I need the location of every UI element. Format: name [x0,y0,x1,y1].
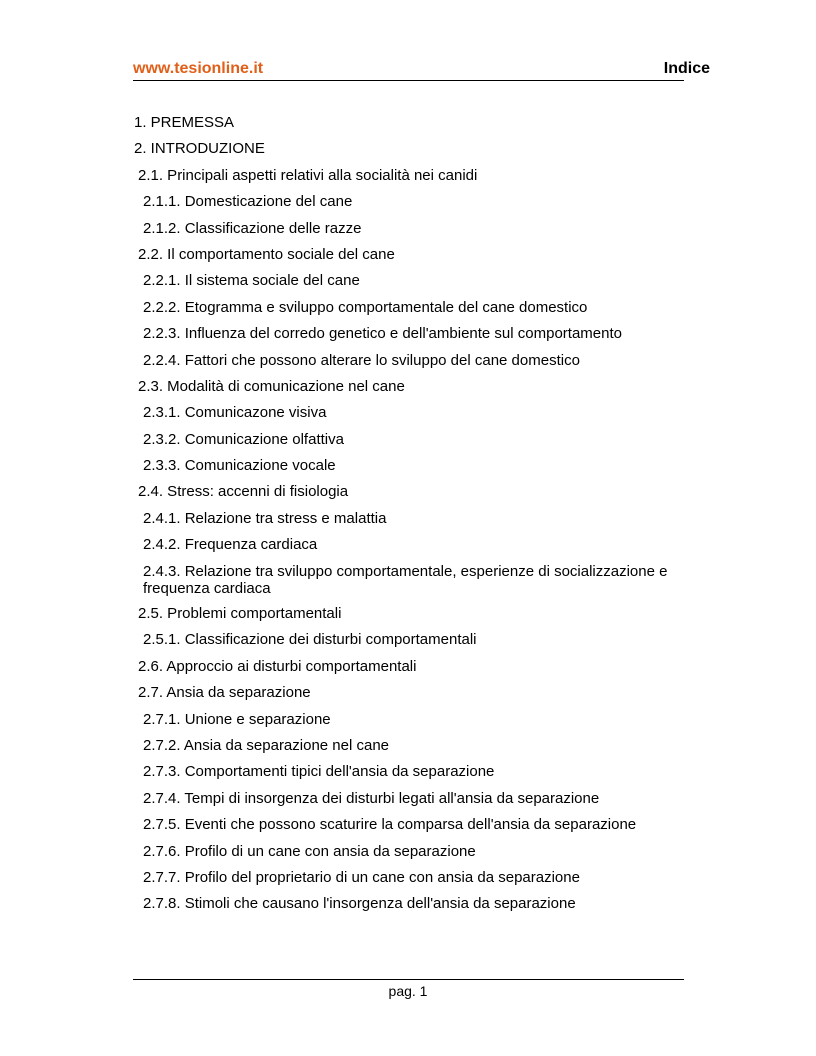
toc-entry[interactable]: 2.2.3. Influenza del corredo genetico e dell'ambiente sul comportamento [143,325,622,343]
toc-entry[interactable]: 2.5.1. Classificazione dei disturbi comportamentali [143,631,477,649]
toc-entry[interactable]: 2.1. Principali aspetti relativi alla socialità nei canidi [138,166,478,184]
toc-entry[interactable]: 2.4.2. Frequenza cardiaca [143,536,318,554]
toc-entry[interactable]: 2.1.2. Classificazione delle razze [143,219,362,237]
page-number: pag. 1 [388,983,428,999]
toc-entry[interactable]: 2.3.1. Comunicazone visiva [143,404,327,422]
site-link[interactable]: www.tesionline.it [133,60,264,77]
toc-entry[interactable]: 2.3.3. Comunicazione vocale [143,457,336,475]
toc-entry[interactable]: 2.7.8. Stimoli che causano l'insorgenza dell'ansia da separazione [143,895,576,913]
toc-entry[interactable]: 2.6. Approccio ai disturbi comportamentali [138,657,417,675]
toc-entry[interactable]: 2.7.5. Eventi che possono scaturire la comparsa dell'ansia da separazione [143,816,637,834]
toc-entry[interactable]: 2.5. Problemi comportamentali [138,605,342,623]
toc-entry[interactable]: 2.7.3. Comportamenti tipici dell'ansia da separazione [143,763,495,781]
toc-entry[interactable]: 2.2. Il comportamento sociale del cane [138,245,395,263]
toc-entry[interactable]: 2.7. Ansia da separazione [138,684,311,702]
toc-entry[interactable]: 2.2.1. Il sistema sociale del cane [143,272,360,290]
footer-divider [133,979,684,980]
toc-entry[interactable]: 2.2.2. Etogramma e sviluppo comportamentale del cane domestico [143,298,588,316]
section-title: Indice [663,60,710,77]
toc-entry[interactable]: 2.4.3. Relazione tra sviluppo comportamentale, esperienze di socializzazione e frequenza cardiaca [143,562,668,597]
toc-entry[interactable]: 2.7.2. Ansia da separazione nel cane [143,736,390,754]
toc-entry[interactable]: 2. INTRODUZIONE [134,140,265,158]
toc-entry[interactable]: 2.2.4. Fattori che possono alterare lo sviluppo del cane domestico [143,351,580,369]
toc-entry[interactable]: 2.4. Stress: accenni di fisiologia [138,483,349,501]
page-header [133,58,710,80]
header-divider [133,80,684,81]
toc-entry[interactable]: 2.7.6. Profilo di un cane con ansia da separazione [143,842,476,860]
table-of-contents [134,114,694,922]
toc-entry[interactable]: 2.7.7. Profilo del proprietario di un cane con ansia da separazione [143,868,580,886]
toc-entry[interactable]: 2.4.1. Relazione tra stress e malattia [143,509,387,527]
toc-entry[interactable]: 1. PREMESSA [134,114,235,131]
toc-entry[interactable]: 2.7.4. Tempi di insorgenza dei disturbi legati all'ansia da separazione [143,789,600,807]
toc-entry[interactable]: 2.1.1. Domesticazione del cane [143,193,353,211]
toc-entry[interactable]: 2.3. Modalità di comunicazione nel cane [138,377,405,395]
toc-entry[interactable]: 2.3.2. Comunicazione olfattiva [143,430,344,448]
toc-entry[interactable]: 2.7.1. Unione e separazione [143,710,331,728]
